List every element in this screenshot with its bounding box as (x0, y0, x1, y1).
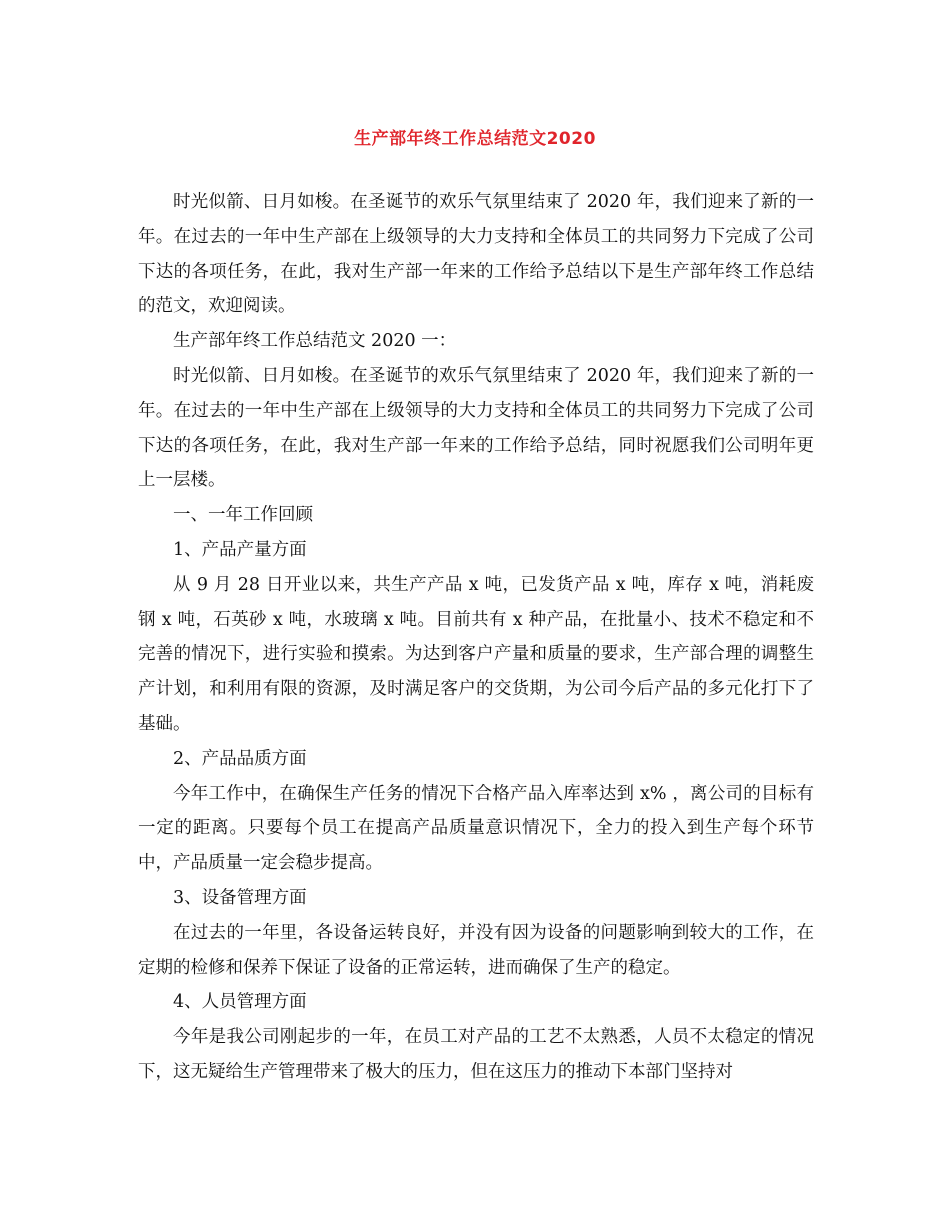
heading-sample-one: 生产部年终工作总结范文 2020 一： (173, 331, 457, 352)
paragraph-equipment: 在过去的一年里，各设备运转良好，并没有因为设备的问题影响到较大的工作，在定期的检修和保养下保证了设备的正常运转，进而确保了生产的稳定。 (138, 922, 814, 978)
paragraph-intro: 时光似箭、日月如梭。在圣诞节的欢乐气氛里结束了 2020 年，我们迎来了新的一年。在过去的一年中生产部在上级领导的大力支持和全体员工的共同努力下完成了公司下达的各项任务，在此，我对生产部一年来的工作给予总结以下是生产部年终工作总结的范文，欢迎阅读。 (138, 192, 814, 317)
document-title: 生产部年终工作总结范文2020 (354, 129, 596, 149)
paragraph-output: 从 9 月 28 日开业以来，共生产产品 x 吨，已发货产品 x 吨，库存 x 吨，消耗废钢 x 吨，石英砂 x 吨，水玻璃 x 吨。目前共有 x 种产品，在批量小、技术不稳定和不完善的情况下，进行实验和摸索。为达到客户产量和质量的要求，生产部合理的调整生产计划，和利用有限的资源，及时满足客户的交货期，为公司今后产品的多元化打下了基础。 (138, 574, 814, 734)
heading-quality: 2、产品品质方面 (173, 748, 307, 769)
paragraph-personnel: 今年是我公司刚起步的一年，在员工对产品的工艺不太熟悉，人员不太稳定的情况下，这无疑给生产管理带来了极大的压力，但在这压力的推动下本部门坚持对 (138, 1027, 814, 1082)
heading-review: 一、一年工作回顾 (173, 505, 313, 526)
heading-personnel: 4、人员管理方面 (173, 992, 307, 1013)
paragraph-opening: 时光似箭、日月如梭。在圣诞节的欢乐气氛里结束了 2020 年，我们迎来了新的一年。在过去的一年中生产部在上级领导的大力支持和全体员工的共同努力下完成了公司下达的各项任务，在此，我对生产部一年来的工作给予总结，同时祝愿我们公司明年更上一层楼。 (138, 365, 814, 491)
paragraph-quality: 今年工作中，在确保生产任务的情况下合格产品入库率达到 x% ，离公司的目标有一定的距离。只要每个员工在提高产品质量意识情况下，全力的投入到生产每个环节中，产品质量一定会稳步提高。 (138, 783, 814, 874)
heading-output: 1、产品产量方面 (173, 539, 307, 560)
heading-equipment: 3、设备管理方面 (173, 887, 307, 908)
document-body (138, 185, 814, 1090)
